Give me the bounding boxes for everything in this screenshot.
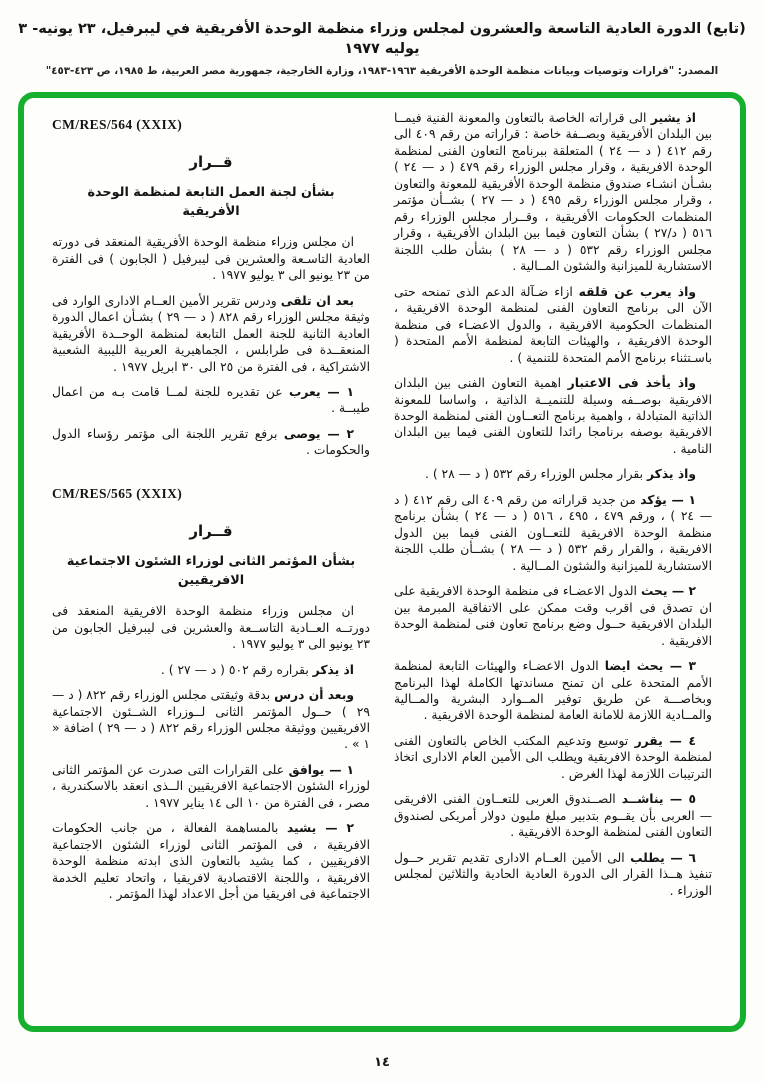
- paragraph-text: على القرارات التى صدرت عن المؤتمر الثانى لوزراء الشئون الاجتماعية الافريقيين الــذى انعقد بالاسكندرية ، مصر ، فى الفترة من ١٠ الى ١٤ يناير ١٩٧٧ .: [52, 762, 370, 810]
- paragraph-text: الصــندوق العربى للتعــاون الفنى الافريقى — العربى بأن يقــوم بتدبير مبلغ مليون دولار أمريكى لصندوق التعاون الفنى لمنظمة الوحدة الافريقية .: [394, 792, 712, 840]
- resolution-paragraph: [52, 662, 370, 678]
- paragraph-lead: اذ يذكر: [312, 662, 354, 677]
- resolution-paragraph: [394, 375, 712, 457]
- resolution-subject-565: بشأن المؤتمر الثانى لوزراء الشئون الاجتماعية الافريقيين: [66, 554, 356, 588]
- paragraph-lead: بعد ان تلقى: [280, 293, 354, 308]
- resolution-paragraph: [52, 603, 370, 652]
- resolution-paragraph: [52, 426, 370, 459]
- page-header: [0, 0, 764, 77]
- paragraph-lead: ٤ — يقرر: [634, 733, 696, 748]
- paragraph-text: بدقة وثيقتى مجلس الوزراء رقم ٨٢٢ ( د — ٢٩ ) حــول المؤتمر الثانى لــوزراء الشــئون الاجتماعية الافريقيين ووثيقة مجلس الوزراء رقم ٨٢٢ ( د — ٢٩ ) اضافة « ١ » .: [52, 688, 371, 752]
- paragraph-text: الدول الاعضـاء والهيئات التابعة لمنظمة الأمم المتحدة على ان تمنح مساندتها الكاملة لهذا البرنامج وبخاصـــة عن طريق توفير المــوارد البشرية والمــالية والمــادية اللازمة للامانة العامة لمنظمة الوحدة الافريقية .: [394, 659, 712, 723]
- resolution-paragraph: [394, 850, 712, 899]
- paragraph-lead: وبعد أن درس: [274, 688, 354, 703]
- paragraph-text: برفع تقرير اللجنة الى مؤتمر رؤساء الدول والحكومات .: [52, 426, 370, 458]
- resolution-paragraph: [52, 384, 370, 417]
- resolution-title-564: قــرار: [189, 153, 233, 172]
- resolution-paragraph: [52, 687, 370, 753]
- paragraph-lead: ٢ — يحث: [640, 584, 696, 599]
- paragraph-lead: واذ يعرب عن قلقه: [578, 284, 696, 299]
- paragraph-text: ان مجلس وزراء منظمة الوحدة الأفريقية المنعقد فى دورته العادية التاسـعة والعشرين فى ليبرفيل ( الجابون ) فى الفترة من ٢٣ يونيو الى ٣ يوليو ١٩٧٧ .: [52, 235, 370, 283]
- resolution-paragraph: [394, 791, 712, 840]
- resolution-paragraph: [394, 466, 712, 482]
- paragraph-lead: ١ — يوافق: [288, 762, 354, 777]
- paragraph-lead: ١ — يؤكد: [640, 492, 696, 507]
- paragraph-lead: ١ — يعرب: [289, 385, 354, 400]
- resolution-paragraph: [394, 492, 712, 574]
- resolution-paragraph: [52, 293, 370, 375]
- paragraph-text: ازاء ضـآلة الدعم الذى تمنحه حتى الآن الى برنامج التعاون الفنى لمنظمة الوحدة الافريقية ، المنظمات الحكومية الافريقية ، والدول الاعضـاء فى منظمة الوحدة الافريقية ، والهيئات التابعة لمنظمة الأمم المتحدة ( باسـتثناء برنامج الأمم المتحدة للتنمية ) .: [394, 284, 712, 365]
- paragraph-text: توسيع وتدعيم المكتب الخاص بالتعاون الفنى لمنظمة الوحدة الافريقية ويطلب الى الأمين العام الادارى اتخاذ الترتيبات اللازمة لهذا الغرض .: [394, 733, 712, 781]
- header-source-citation: المصدر: "قرارات وتوصيات وبيانات منظمة الوحدة الأفريقية ١٩٦٣-١٩٨٣، وزارة الخارجية، جمهورية مصر العربية، ط ١٩٨٥، ص ٤٢٣-٤٥٣": [45, 64, 719, 77]
- paragraph-lead: ٥ — يناشــد: [621, 792, 696, 807]
- resolution-paragraph: [394, 110, 712, 275]
- resolution-paragraph: [394, 733, 712, 782]
- resolution-subject-564: بشأن لجنة العمل التابعة لمنظمة الوحدة الأفريقية: [87, 185, 335, 219]
- resolution-title-565: قــرار: [189, 521, 233, 540]
- paragraph-text: ودرس تقرير الأمين العــام الادارى الوارد فى وثيقة مجلس الوزراء رقم ٨٢٨ ( د — ٢٩ ) بشـأن اعمال الدورة العادية الثانية للجنة العمل التابعة لمنظمة الوحــدة الأفريقية المنعقــدة فى طرابلس ، الجماهيرية العربية الليبية الشعبية الاشتراكية ، فى الفترة من ٢٥ الى ٣٠ ابريل ١٩٧٧ .: [52, 293, 370, 374]
- resolution-paragraph: [394, 658, 712, 724]
- resolution-paragraph: [394, 583, 712, 649]
- paragraph-text: الى قراراته الخاصة بالتعاون والمعونة الفنية فيمــا بين البلدان الأفريقية وبصــفة خاصة : قراراته من رقم ٤٠٩ الى رقم ٤١٢ ( د — ٢٤ ) المتعلقة ببرنامج التعاون الفنى لمنظمة الوحدة الافريقية ، وقرار مجلس الوزراء رقم ٤٧٩ ( د — ٢٤ ) بشـأن انشـاء صندوق منظمة الوحدة الأفريقية للمعونة والتعاون ، وقرار مجلس الوزراء رقم ٤٩٥ ( د — ٢٧ ) بشــأن مؤتمر المنظمات الحكومات الأفريقية ، وقــرار مجلس الوزراء رقم ٥١٦ ( د/٢٧ ) بشأن التعاون فيما بين البلدان الأفريقية ، وقرار مجلس الوزراء رقم ٥٣٢ ( د — ٢٨ ) بشأن طلب اللجنة الاستشارية للميزانية والشئون المــالية .: [394, 111, 713, 274]
- header-session-title: (تابع) الدورة العادية التاسعة والعشرون لمجلس وزراء منظمة الوحدة الأفريقية في ليبرفيل، ٢٣ يونيه- ٣ يوليه ١٩٧٧: [18, 21, 746, 58]
- paragraph-text: عن تقديره للجنة لمــا قامت بـه من اعمال طيبــة .: [52, 385, 370, 416]
- resolution-paragraph: [52, 762, 370, 811]
- paragraph-text: بقرار مجلس الوزراء رقم ٥٣٢ ( د — ٢٨ ) .: [425, 467, 644, 482]
- two-column-layout: [52, 110, 712, 1026]
- paragraph-lead: ٢ — يشيد: [286, 821, 354, 836]
- resolution-code-564: CM/RES/564 (XXIX): [52, 117, 183, 132]
- paragraph-text: ان مجلس وزراء منظمة الوحدة الافريقية المنعقد فى دورتــه العــادية التاســعة والعشرين فى ليبرفيل الجابون من ٢٣ يونيو الى ٣ يوليو ١٩٧٧ .: [52, 604, 370, 652]
- page-number: ١٤: [374, 1055, 390, 1070]
- paragraph-text: اهمية التعاون الفنى بين البلدان الافريقية بوصــفه وسيلة للتنميــة الذاتية ، واساسا للمعونة الذاتية المتبادلة ، واهمية برنامج التعــاون الفنى لمنظمة الوحدة الافريقية بوصفه برنامجا رائدا للتعاون الفنى فيما بين البلدان النامية .: [394, 376, 712, 456]
- continuation-column: [394, 110, 712, 1026]
- resolution-code-565: CM/RES/565 (XXIX): [52, 485, 183, 501]
- paragraph-text: الى الأمين العــام الادارى تقديم تقرير حــول تنفيذ هــذا القرار الى الدورة العادية الحادية والثلاثين لمجلس الوزراء .: [394, 850, 712, 898]
- paragraph-text: بالمساهمة الفعالة ، من جانب الحكومات الافريقية ، فى المؤتمر الثانى لوزراء الشئون الاجتماعية الافريقيين ، كما يشيد بالتعاون الذى ابدته منظمة الوحدة الافريقية ، واللجنة الاقتصادية لافريقيا ، واتحاد تعليم الخدمة الاجتماعية فى افريقيا من أجل الاعداد لهذا المؤتمر .: [52, 821, 370, 902]
- resolutions-column: [52, 110, 370, 1026]
- paragraph-lead: واذ يذكر: [647, 467, 696, 482]
- paragraph-text: الدول الاعضـاء فى منظمة الوحدة الافريقية على ان تصدق فى اقرب وقت ممكن على الاتفاقية المبرمة بين البلدان الافريقية حــول وضع برنامج تعاون فنى لمنظمة الوحدة الافريقية .: [394, 584, 712, 648]
- paragraph-lead: ٢ — يوصى: [283, 426, 354, 441]
- paragraph-lead: واذ يأخذ فى الاعتبار: [567, 376, 696, 391]
- resolution-paragraph: [52, 234, 370, 283]
- paragraph-text: بقراره رقم ٥٠٢ ( د — ٢٧ ) .: [160, 662, 309, 677]
- paragraph-lead: اذ يشير: [650, 111, 696, 125]
- content-border-box: [18, 92, 746, 1032]
- resolution-paragraph: [394, 284, 712, 366]
- resolution-paragraph: [52, 820, 370, 902]
- paragraph-lead: ٣ — يحث ايضا: [604, 659, 696, 674]
- paragraph-text: من جديد قراراته من رقم ٤٠٩ الى رقم ٤١٢ ( د — ٢٤ ) ، ورقم ٤٧٩ ، ٤٩٥ ، ٥١٦ ( د — ٢٤ ) بشأن برنامج منظمة الوحدة الافريقية للتعــاون الفنى فيما بين الدول الافريقية ، والقرار رقم ٥٣٢ ( د — ٢٨ ) بشــأن طلب اللجنة الاستشارية للميزانية والشئون المــالية .: [394, 492, 712, 573]
- paragraph-lead: ٦ — يطلب: [630, 850, 696, 865]
